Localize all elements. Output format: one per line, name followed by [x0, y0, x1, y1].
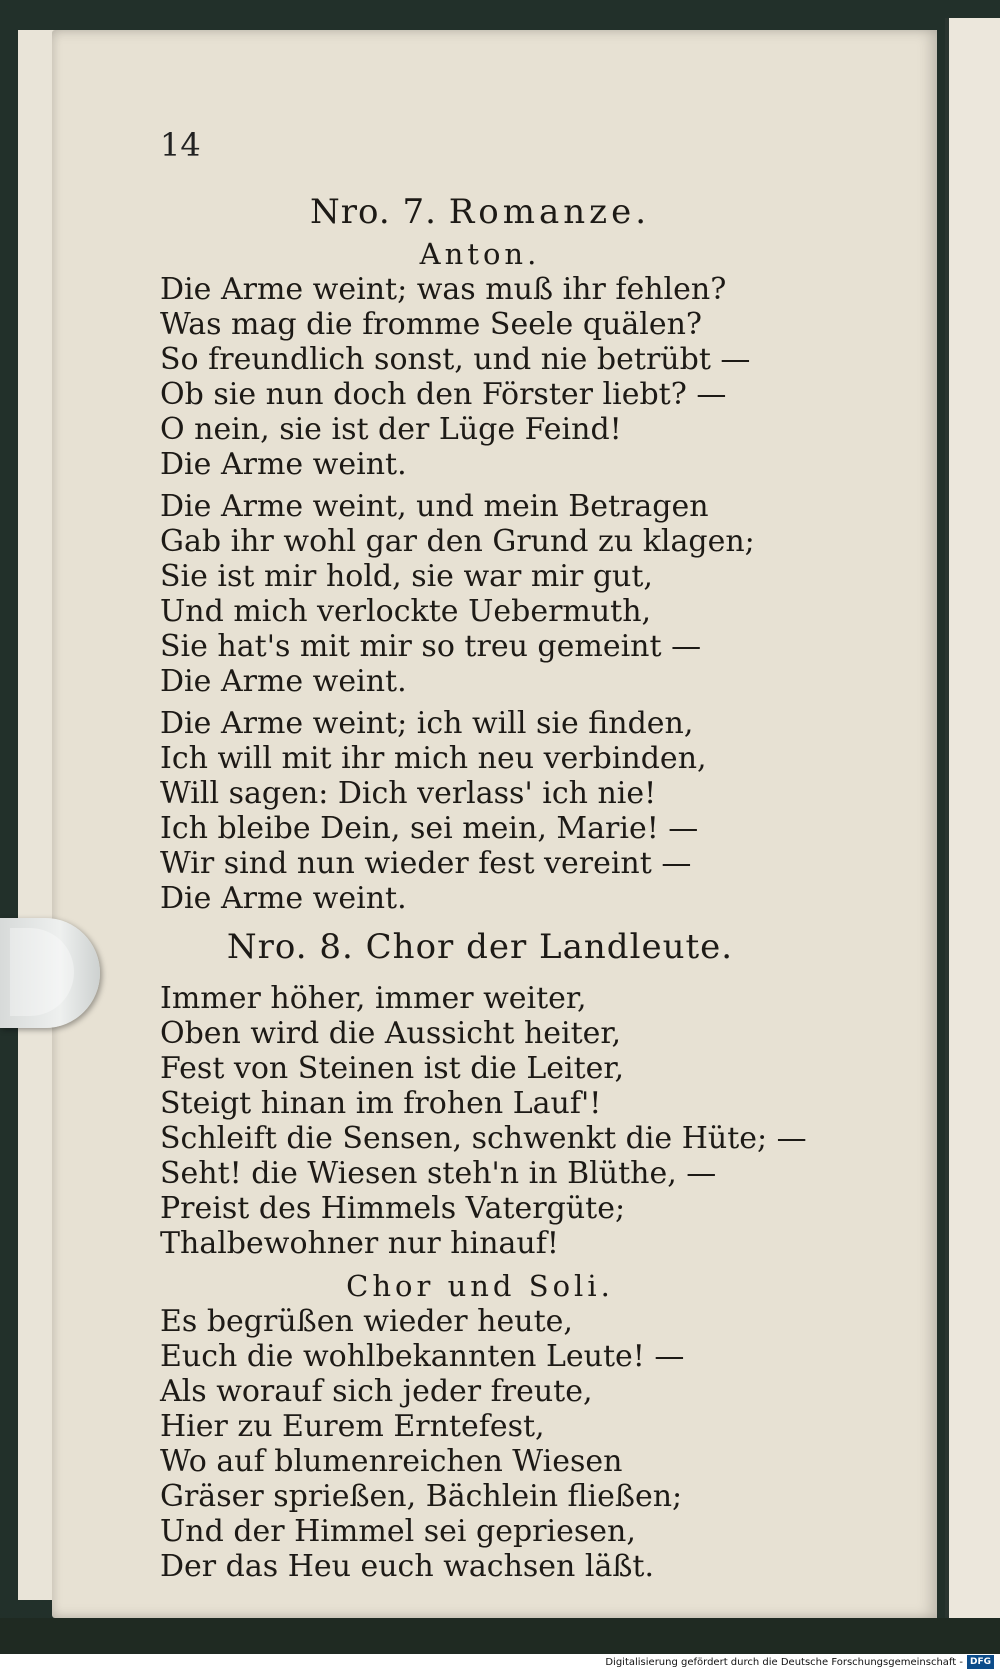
verse-line: Immer höher, immer weiter, [160, 981, 587, 1016]
heading-title: Chor der Landleute. [365, 927, 734, 967]
verse-line: Ich bleibe Dein, sei mein, Marie! — [160, 811, 699, 846]
verse-line: Sie ist mir hold, sie war mir gut, [160, 559, 653, 594]
verse-line: Preist des Himmels Vatergüte; [160, 1191, 626, 1226]
digitization-footer [0, 1654, 1000, 1672]
verse-line: Was mag die fromme Seele quälen? [160, 307, 703, 342]
verse-line: Oben wird die Aussicht heiter, [160, 1016, 622, 1051]
stanza [160, 489, 800, 699]
verse-line: Die Arme weint; was muß ihr fehlen? [160, 272, 727, 307]
subheading: Chor und Soli. [346, 1269, 614, 1303]
verse-line: Euch die wohlbekannten Leute! — [160, 1339, 685, 1374]
verse-line: O nein, sie ist der Lüge Feind! [160, 412, 622, 447]
stanza [160, 272, 800, 482]
verse-line: Und mich verlockte Uebermuth, [160, 594, 652, 629]
verse-line: Will sagen: Dich verlass' ich nie! [160, 776, 657, 811]
verse-line: So freundlich sonst, und nie betrübt — [160, 342, 751, 377]
verse-line: Thalbewohner nur hinauf! [160, 1226, 559, 1261]
verse-line: Schleift die Sensen, schwenkt die Hüte; — [160, 1121, 807, 1156]
page-number: 14 [160, 126, 201, 164]
verse-line: Seht! die Wiesen steh'n in Blüthe, — [160, 1156, 717, 1191]
stanza [160, 706, 800, 916]
verse-line: Fest von Steinen ist die Leiter, [160, 1051, 625, 1086]
verse-line: Ob sie nun doch den Förster liebt? — [160, 377, 727, 412]
page-text [160, 188, 807, 1591]
verse-line: Die Arme weint. [160, 447, 407, 482]
verse-line: Die Arme weint, und mein Betragen [160, 489, 709, 524]
verse-line: Steigt hinan im frohen Lauf'! [160, 1086, 602, 1121]
footer-text: Digitalisierung gefördert durch die Deutsche Forschungsgemeinschaft - [605, 1657, 963, 1668]
dfg-logo: DFG [967, 1655, 994, 1669]
stanza [160, 1304, 800, 1584]
section-heading-nro8 [160, 923, 800, 971]
verse-line: Die Arme weint; ich will sie finden, [160, 706, 694, 741]
verse-line: Sie hat's mit mir so treu gemeint — [160, 629, 702, 664]
verse-line: Wo auf blumenreichen Wiesen [160, 1444, 623, 1479]
next-page-edge [945, 18, 1000, 1618]
verse-line: Hier zu Eurem Erntefest, [160, 1409, 545, 1444]
verse-line: Ich will mit ihr mich neu verbinden, [160, 741, 707, 776]
heading-number: Nro. 8. [226, 927, 354, 967]
verse-line: Und der Himmel sei gepriesen, [160, 1514, 636, 1549]
verse-line: Gräser sprießen, Bächlein fließen; [160, 1479, 683, 1514]
heading-number: Nro. 7. [309, 192, 437, 232]
heading-title: Romanze. [448, 192, 651, 232]
verse-line: Wir sind nun wieder fest vereint — [160, 846, 692, 881]
speaker-label: Anton. [419, 237, 541, 271]
verse-line: Der das Heu euch wachsen läßt. [160, 1549, 655, 1584]
stanza [160, 981, 807, 1261]
verse-line: Gab ihr wohl gar den Grund zu klagen; [160, 524, 755, 559]
verse-line: Es begrüßen wieder heute, [160, 1304, 573, 1339]
section-heading-nro7 [160, 188, 800, 236]
verse-line: Die Arme weint. [160, 664, 407, 699]
verse-line: Als worauf sich jeder freute, [160, 1374, 593, 1409]
verse-line: Die Arme weint. [160, 881, 407, 916]
